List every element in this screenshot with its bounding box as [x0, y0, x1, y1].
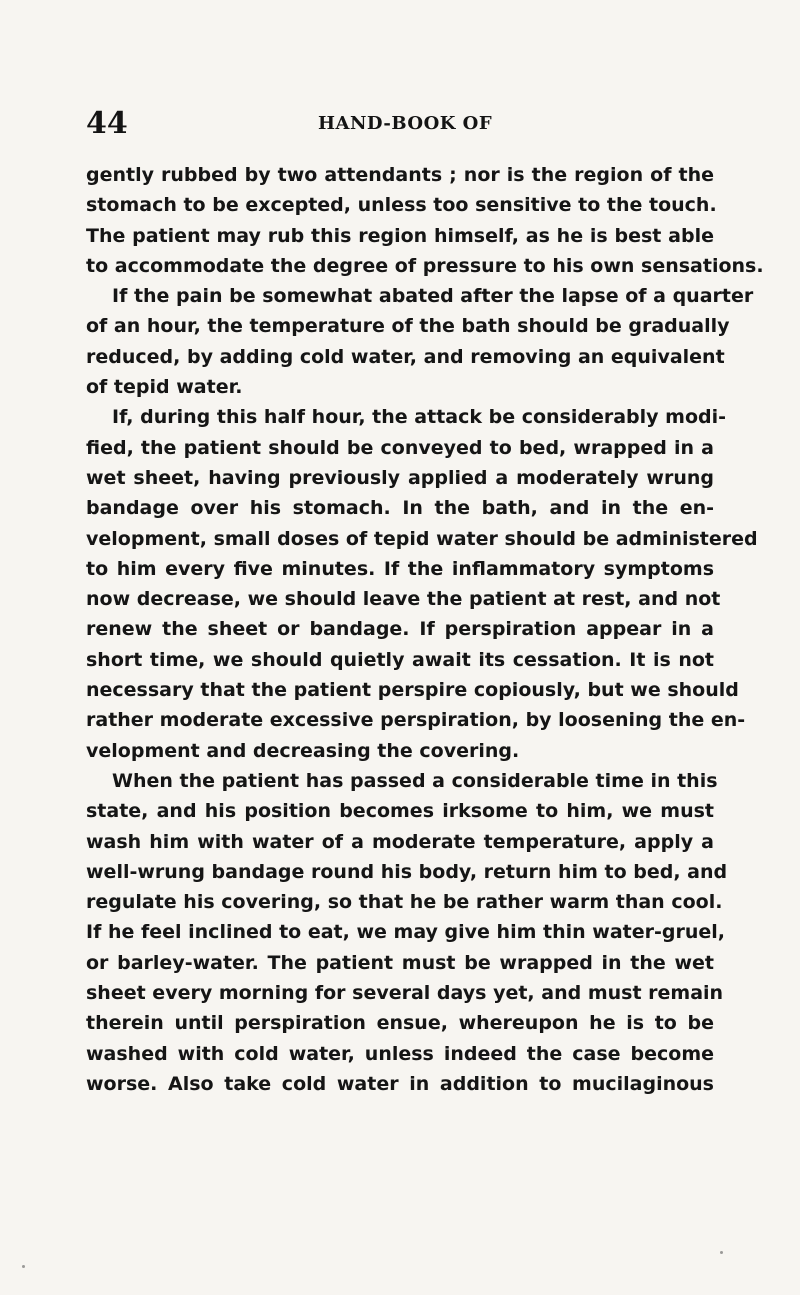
text-line: worse. Also take cold water in addition to mucilaginous: [86, 1072, 714, 1095]
text-line: short time, we should quietly await its cessation. It is not: [86, 648, 714, 671]
text-line: now decrease, we should leave the patient at rest, and not: [86, 588, 721, 611]
paragraph: [86, 160, 764, 281]
text-line: fied, the patient should be conveyed to bed, wrapped in a: [86, 436, 714, 459]
paragraph: [86, 766, 728, 1099]
text-line: If, during this half hour, the attack be considerably modi-: [112, 406, 727, 429]
text-line: If he feel inclined to eat, we may give him thin water-gruel,: [86, 921, 725, 944]
text-line: sheet every morning for several days yet, and must remain: [86, 982, 724, 1005]
text-line: reduced, by adding cold water, and removing an equivalent: [86, 345, 725, 368]
text-line: rather moderate excessive perspiration, by loosening the en-: [86, 709, 746, 732]
text-line: of an hour, the temperature of the bath should be gradually: [86, 315, 730, 338]
text-line: velopment, small doses of tepid water should be administered: [86, 527, 758, 550]
page-header: [86, 104, 716, 144]
page-number: 44: [86, 106, 128, 141]
text-line: therein until perspiration ensue, whereupon he is to be: [86, 1012, 714, 1035]
text-line: of tepid water.: [86, 376, 243, 399]
body-text: [86, 160, 764, 1099]
paragraph: [86, 281, 754, 402]
text-line: regulate his covering, so that he be rather warm than cool.: [86, 891, 723, 914]
text-line: velopment and decreasing the covering.: [86, 739, 520, 762]
text-line: The patient may rub this region himself, as he is best able: [86, 224, 714, 247]
text-line: wash him with water of a moderate temperature, apply a: [86, 830, 714, 853]
text-line: washed with cold water, unless indeed the case become: [86, 1042, 714, 1065]
text-line: necessary that the patient perspire copiously, but we should: [86, 679, 739, 702]
text-line: bandage over his stomach. In the bath, and in the en-: [86, 497, 714, 520]
text-line: renew the sheet or bandage. If perspiration appear in a: [86, 618, 714, 641]
text-line: stomach to be excepted, unless too sensitive to the touch.: [86, 194, 717, 217]
text-line: well-wrung bandage round his body, return him to bed, and: [86, 860, 728, 883]
text-line: state, and his position becomes irksome to him, we must: [86, 800, 714, 823]
text-line: to him every five minutes. If the inflammatory symptoms: [86, 557, 714, 580]
print-speck: [720, 1251, 723, 1254]
text-line: or barley-water. The patient must be wrapped in the wet: [86, 951, 714, 974]
paragraph: [86, 402, 758, 766]
print-speck: [22, 1265, 25, 1268]
running-title: HAND-BOOK OF: [318, 113, 493, 134]
text-line: to accommodate the degree of pressure to his own sensations.: [86, 254, 764, 277]
text-line: gently rubbed by two attendants ; nor is the region of the: [86, 164, 714, 186]
text-line: wet sheet, having previously applied a moderately wrung: [86, 466, 714, 489]
text-line: If the pain be somewhat abated after the lapse of a quarter: [112, 285, 754, 308]
text-line: When the patient has passed a considerable time in this: [112, 769, 718, 792]
